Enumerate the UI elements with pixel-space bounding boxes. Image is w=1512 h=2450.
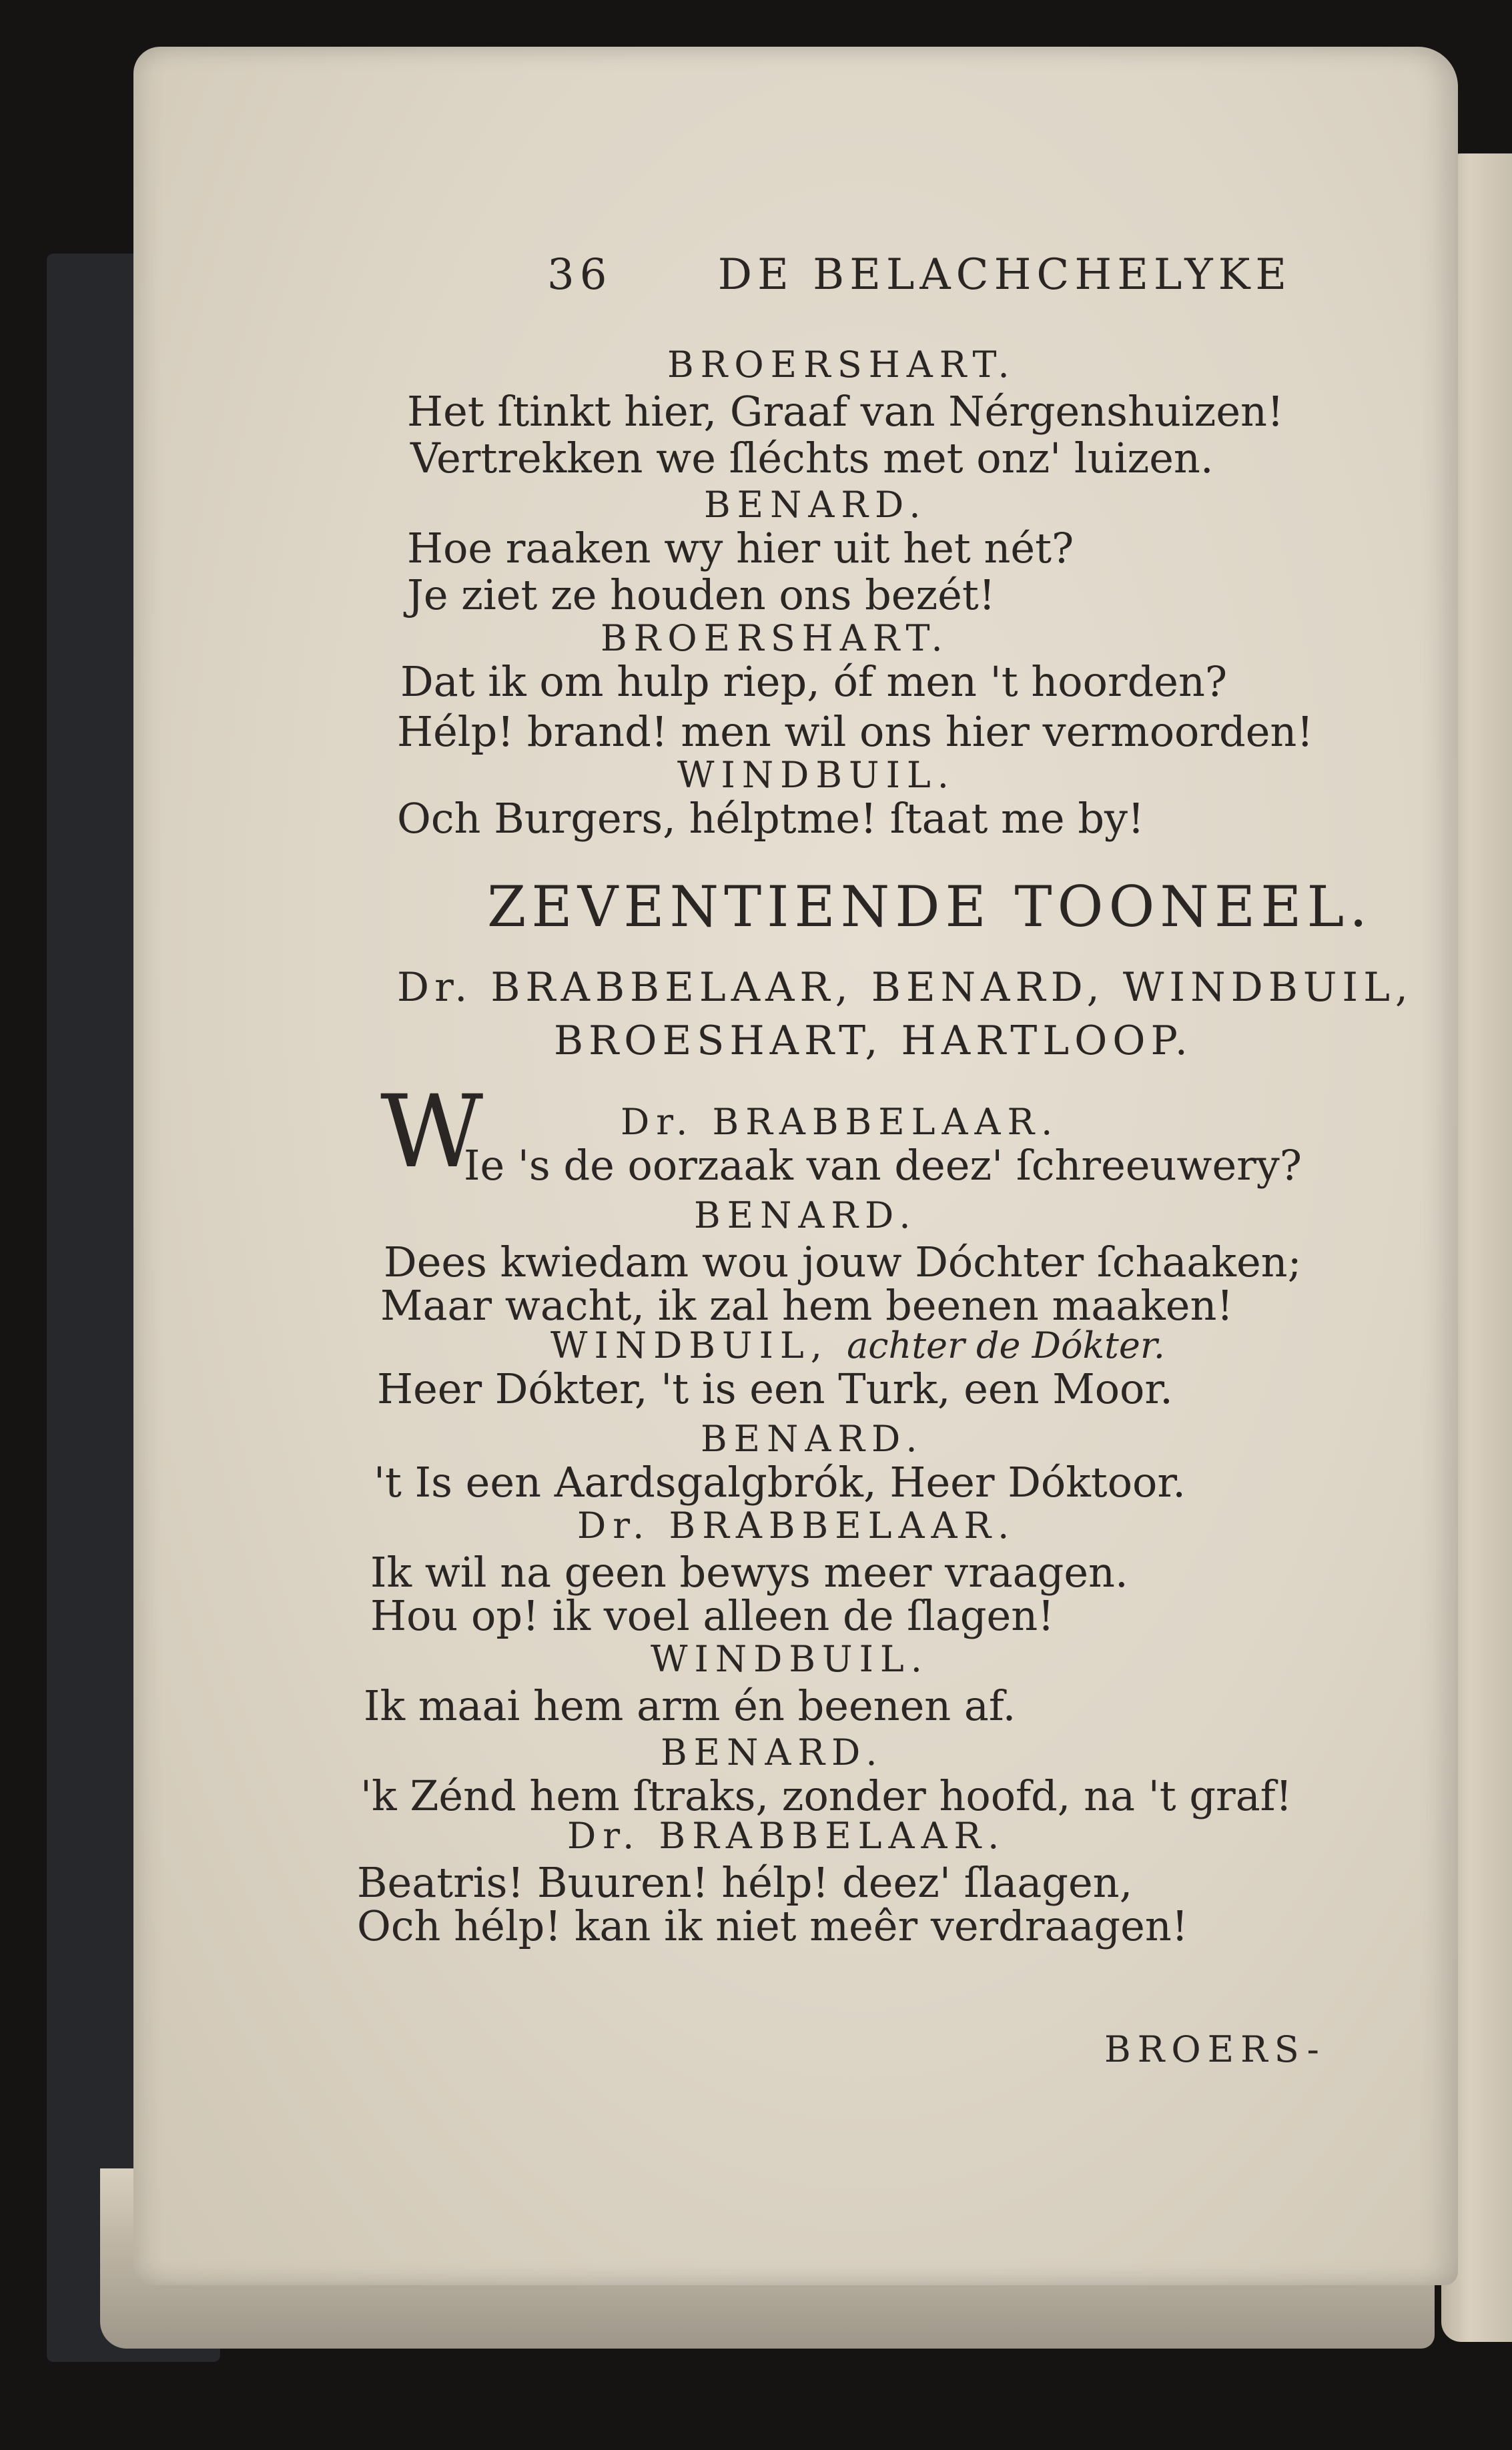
speaker-label: Dr. BRABBELAAR. bbox=[621, 1101, 1060, 1143]
book-page bbox=[133, 47, 1458, 2285]
speaker-label: BROERSHART. bbox=[667, 344, 1016, 386]
speaker-label: BENARD. bbox=[701, 1418, 924, 1460]
verse-line: Het ſtinkt hier, Graaf van Nérgenshuizen! bbox=[407, 387, 1284, 436]
verse-line: Ik wil na geen bewys meer vraagen. bbox=[370, 1548, 1128, 1597]
speaker-name: WINDBUIL, bbox=[550, 1324, 829, 1366]
verse-line: Vertrekken we ſléchts met onz' luizen. bbox=[410, 434, 1214, 482]
scene-title: ZEVENTIENDE TOONEEL. bbox=[487, 874, 1373, 939]
speaker-label: BENARD. bbox=[704, 484, 927, 526]
drop-cap: W bbox=[380, 1074, 484, 1190]
cast-list-line-2: BROESHART, HARTLOOP. bbox=[554, 1017, 1193, 1064]
speaker-label: BROERSHART. bbox=[601, 617, 950, 659]
verse-line: 't Is een Aardsgalgbrók, Heer Dóktoor. bbox=[374, 1458, 1186, 1507]
stage-direction: achter de Dókter. bbox=[847, 1324, 1165, 1366]
running-title: DE BELACHCHELYKE bbox=[717, 250, 1292, 300]
speaker-label: BENARD. bbox=[661, 1731, 884, 1773]
verse-line: Och Burgers, hélptme! ſtaat me by! bbox=[397, 794, 1144, 843]
verse-line: Hou op! ik voel alleen de ſlagen! bbox=[370, 1591, 1055, 1640]
catchword: BROERS- bbox=[1104, 2028, 1326, 2070]
verse-line: Heer Dókter, 't is een Turk, een Moor. bbox=[377, 1364, 1173, 1413]
speaker-label: Dr. BRABBELAAR. bbox=[567, 1815, 1006, 1857]
verse-line: Hélp! brand! men wil ons hier vermoorden! bbox=[397, 707, 1314, 756]
verse-line: Dat ik om hulp riep, óf men 't hoorden? bbox=[400, 657, 1228, 706]
cast-list-line-1: Dr. BRABBELAAR, BENARD, WINDBUIL, bbox=[397, 964, 1414, 1011]
verse-line: Ie 's de oorzaak van deez' ſchreeuwery? bbox=[464, 1141, 1302, 1190]
speaker-label: WINDBUIL. bbox=[677, 754, 956, 796]
speaker-label: WINDBUIL. bbox=[651, 1638, 929, 1680]
verse-line: Hoe raaken wy hier uit het nét? bbox=[407, 524, 1074, 572]
page-number: 36 bbox=[547, 250, 613, 300]
verse-line: 'k Zénd hem ſtraks, zonder hoofd, na 't graf! bbox=[360, 1771, 1292, 1820]
speaker-label: Dr. BRABBELAAR. bbox=[577, 1505, 1016, 1547]
verse-line: Maar wacht, ik zal hem beenen maaken! bbox=[380, 1281, 1234, 1330]
running-header bbox=[547, 250, 1292, 300]
verse-line: Beatris! Buuren! hélp! deez' ſlaagen, bbox=[357, 1858, 1133, 1907]
verse-line: Je ziet ze houden ons bezét! bbox=[407, 570, 996, 619]
verse-line: Ik maai hem arm én beenen af. bbox=[364, 1681, 1016, 1730]
verse-line: Och hélp! kan ik niet meêr verdraagen! bbox=[357, 1902, 1188, 1950]
verse-line: Dees kwiedam wou jouw Dóchter ſchaaken; bbox=[384, 1238, 1302, 1286]
speaker-label bbox=[550, 1324, 1165, 1366]
speaker-label: BENARD. bbox=[694, 1194, 917, 1236]
